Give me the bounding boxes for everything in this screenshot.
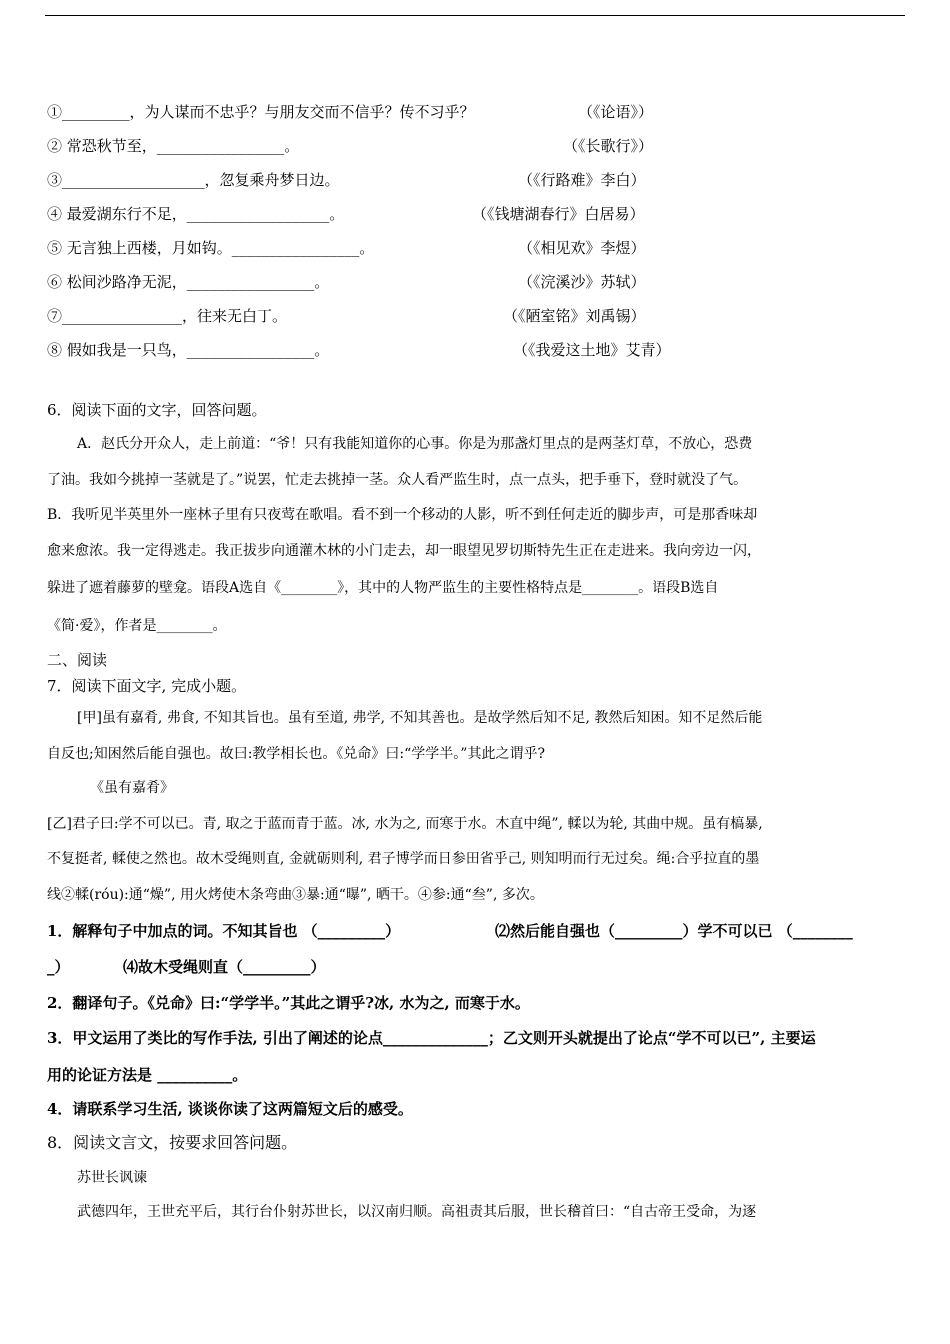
subquestion-1-part-2: ⑵然后能自强也（_________）学不可以已 （________ xyxy=(495,922,853,940)
passage-jia-line: [甲]虽有嘉肴, 弗食, 不知其旨也。虽有至道, 弗学, 不知其善也。是故学然后知不足, 教然后知困。知不足然后能 xyxy=(77,710,763,726)
subquestion-3-continuation: 用的论证方法是 __________。 xyxy=(47,1066,248,1084)
question-6-title: 6．阅读下面的文字，回答问题。 xyxy=(47,401,267,419)
passage-line: 武德四年，王世充平后，其行台仆射苏世长，以汉南归顺。高祖责其后服，世长稽首曰：“自古帝王受命，为逐 xyxy=(77,1204,757,1220)
fill-in-item-8: ⑧ 假如我是一只鸟，_________________。 xyxy=(47,341,330,359)
subquestion-2: 2．翻译句子。《兑命》曰:“学学半。”其此之谓乎?冰, 水为之, 而寒于水。 xyxy=(47,994,530,1012)
question-8-title: 8．阅读文言文，按要求回答问题。 xyxy=(47,1133,298,1152)
fill-in-source-6: （《浣溪沙》苏轼） xyxy=(518,273,646,291)
subquestion-3: 3．甲文运用了类比的写作手法, 引出了阐述的论点______________；乙文则开头就提出了论点“学不可以已”, 主要运 xyxy=(47,1029,816,1047)
subquestion-1-part-4: ⑷故木受绳则直（_________） xyxy=(123,958,326,976)
fill-in-source-5: （《相见欢》李煜） xyxy=(518,239,646,257)
passage-title: 苏世长讽谏 xyxy=(77,1170,147,1186)
fill-in-source-3: （《行路难》李白） xyxy=(518,171,646,189)
fill-in-source-8: （《我爱这土地》艾青） xyxy=(513,341,671,359)
passage-yi-line: 不复挺者, 輮使之然也。故木受绳则直, 金就砺则利, 君子博学而日参田省乎己, 则知明而行无过矣。绳:合乎拉直的墨 xyxy=(47,851,760,867)
question-6-line: B．我听见半英里外一座林子里有只夜莺在歌唱。看不到一个移动的人影，听不到任何走近的脚步声，可是那香味却 xyxy=(47,507,758,523)
subquestion-4: 4．请联系学习生活, 谈谈你读了这两篇短文后的感受。 xyxy=(47,1100,413,1118)
passage-jia-source: 《虽有嘉肴》 xyxy=(90,780,174,796)
fill-in-item-2: ② 常恐秋节至，_________________。 xyxy=(47,137,300,155)
fill-in-source-2: （《长歌行》） xyxy=(563,137,654,155)
passage-yi-line: 线②輮(róu):通“燥”, 用火烤使木条弯曲③暴:通“曝”, 晒干。④参:通“叁”, 多次。 xyxy=(47,887,544,903)
question-6-line: 《简·爱》，作者是________。 xyxy=(47,618,227,634)
passage-yi-line: [乙]君子曰:学不可以已。青, 取之于蓝而青于蓝。冰, 水为之, 而寒于水。木直中绳”, 輮以为轮, 其曲中规。虽有槁暴, xyxy=(47,816,763,832)
fill-in-source-7: （《陋室铭》刘禹锡） xyxy=(503,307,646,325)
fill-in-item-3: ③___________________，忽复乘舟梦日边。 xyxy=(47,171,340,189)
fill-in-item-7: ⑦________________，往来无白丁。 xyxy=(47,307,288,325)
question-6-line: 愈来愈浓。我一定得逃走。我正拔步向通灌木林的小门走去，却一眼望见罗切斯特先生正在走进来。我向旁边一闪， xyxy=(47,543,761,559)
question-6-line: A．赵氏分开众人，走上前道：“爷！只有我能知道你的心事。你是为那盏灯里点的是两茎灯草，不放心，恐费 xyxy=(77,436,753,452)
question-7-title: 7．阅读下面文字, 完成小题。 xyxy=(47,677,247,695)
fill-in-source-1: （《论语》） xyxy=(578,103,654,121)
subquestion-1: 1．解释句子中加点的词。不知其旨也 （_________） xyxy=(47,922,401,940)
fill-in-item-5: ⑤ 无言独上西楼，月如钩。_________________。 xyxy=(47,239,375,257)
fill-in-item-4: ④ 最爱湖东行不足，___________________。 xyxy=(47,205,345,223)
fill-in-item-6: ⑥ 松间沙路净无泥，_________________。 xyxy=(47,273,330,291)
section-heading: 二、阅读 xyxy=(47,651,108,669)
fill-in-item-1: ①_________，为人谋而不忠乎？与朋友交而不信乎？传不习乎？ xyxy=(47,103,475,121)
fill-in-source-4: （《钱塘湖春行》白居易） xyxy=(472,205,645,223)
subquestion-1-continuation: _） xyxy=(47,958,70,976)
passage-jia-line: 自反也;知困然后能自强也。故曰:教学相长也。《兑命》曰:“学学半。”其此之谓乎? xyxy=(47,746,545,762)
question-6-line: 了油。我如今挑掉一茎就是了。”说罢，忙走去挑掉一茎。众人看严监生时，点一点头，把手垂下，登时就没了气。 xyxy=(47,472,748,488)
header-rule xyxy=(45,15,905,16)
question-6-line: 躲进了遮着藤萝的壁龛。语段A选自《________》，其中的人物严监生的主要性格特点是________。语段B选自 xyxy=(47,580,719,596)
